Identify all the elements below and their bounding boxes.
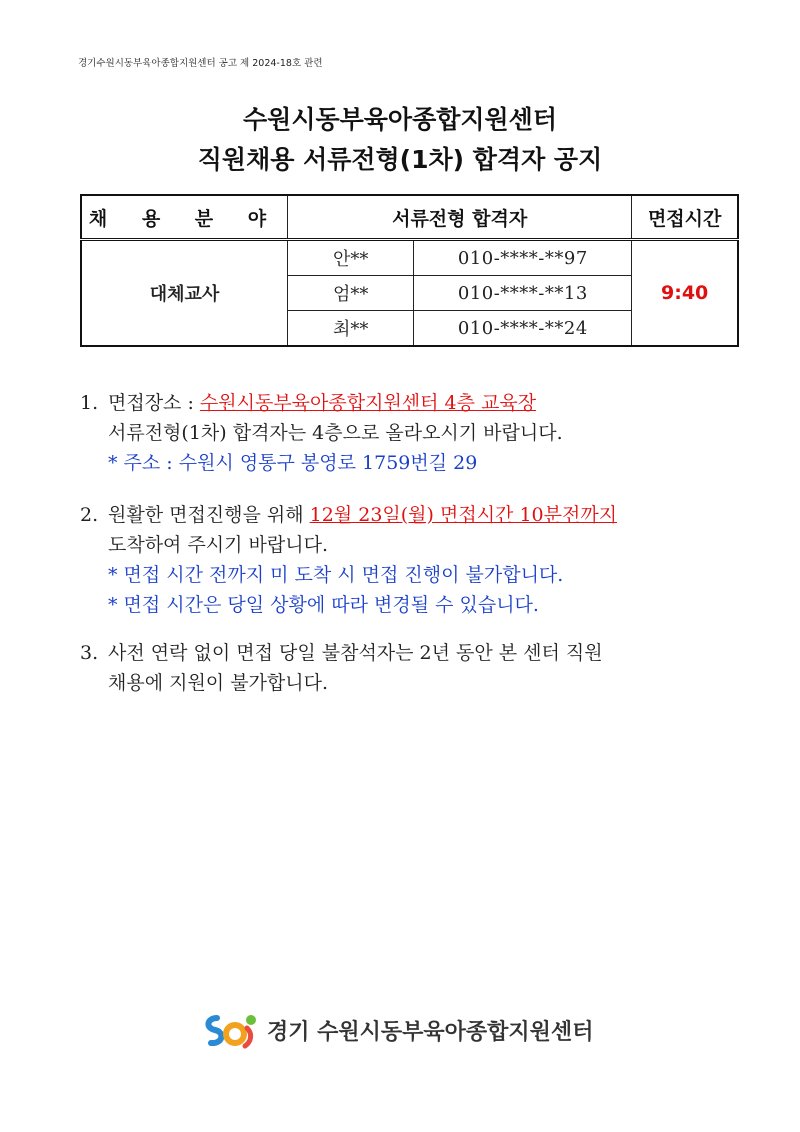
item-number: 3. [80,642,99,664]
item-text: 채용에 지원이 불가합니다. [108,672,329,694]
applicant-name: 안** [287,240,413,276]
notice-item-1 [80,388,563,478]
notice-item-3 [80,638,603,698]
notice-item-2 [80,500,617,620]
applicant-name: 엄** [287,276,413,311]
result-table [80,194,739,347]
item-text: 원활한 면접진행을 위해 [108,504,310,526]
center-logo-icon [203,1010,261,1050]
header-applicants: 서류전형 합격자 [287,195,631,240]
item-number: 1. [80,392,99,414]
item-note: * 주소 : 수원시 영통구 봉영로 1759번길 29 [108,452,478,474]
header-note: 경기수원시동부육아종합지원센터 공고 제 2024-18호 관련 [78,58,323,69]
interview-time: 9:40 [632,240,738,347]
item-note: * 면접 시간은 당일 상황에 따라 변경될 수 있습니다. [108,594,539,616]
footer-org-name: 경기 수원시동부육아종합지원센터 [267,1019,594,1045]
page-title: 수원시동부육아종합지원센터 [243,105,557,134]
page-subtitle: 직원채용 서류전형(1차) 합격자 공지 [197,145,603,174]
applicant-phone: 010-****-**97 [414,240,632,276]
footer [203,1010,593,1050]
field-cell: 대체교사 [81,240,287,347]
table-row [81,240,738,276]
table-header-row [81,195,738,240]
item-highlight: 수원시동부육아종합지원센터 4층 교육장 [199,392,537,414]
applicant-name: 최** [287,311,413,347]
item-number: 2. [80,504,99,526]
item-text: 면접장소 : [108,392,200,414]
applicant-phone: 010-****-**13 [414,276,632,311]
item-highlight: 12월 23일(월) 면접시간 10분전까지 [309,504,618,526]
header-field: 채 용 분 야 [81,195,287,240]
applicant-phone: 010-****-**24 [414,311,632,347]
item-text: 서류전형(1차) 합격자는 4층으로 올라오시기 바랍니다. [108,422,563,444]
item-text: 사전 연락 없이 면접 당일 불참석자는 2년 동안 본 센터 직원 [108,642,603,664]
item-note: * 면접 시간 전까지 미 도착 시 면접 진행이 불가합니다. [108,564,564,586]
header-time: 면접시간 [632,195,738,240]
item-text: 도착하여 주시기 바랍니다. [108,534,329,556]
